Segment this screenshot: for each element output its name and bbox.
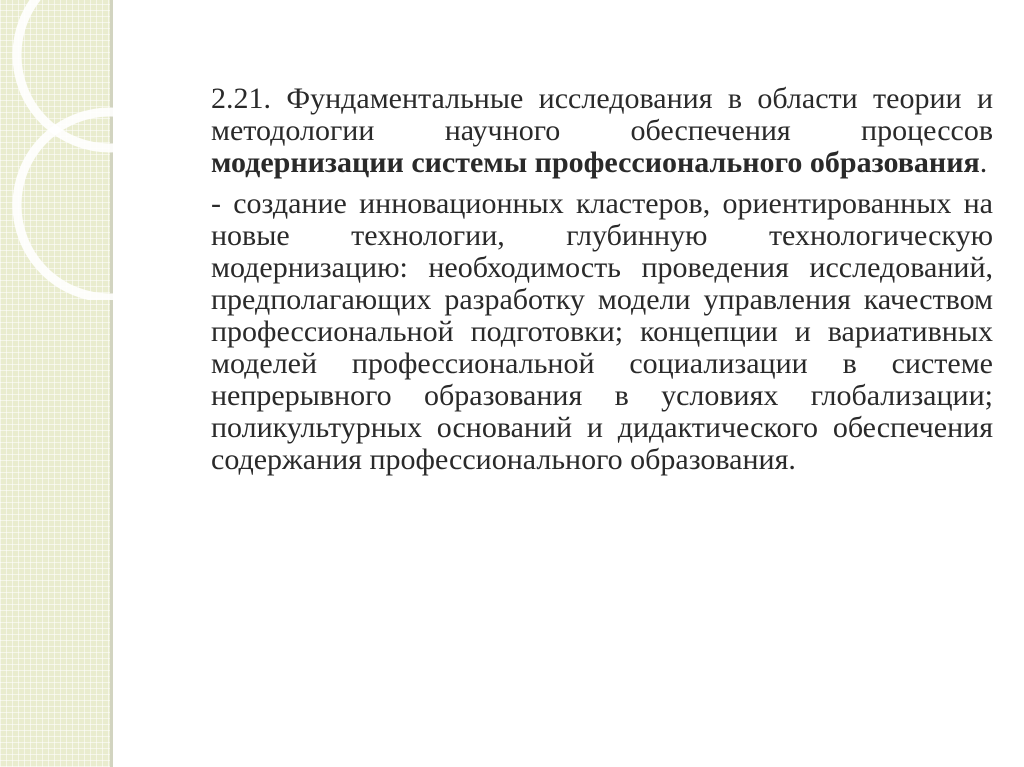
upper-ring [17, 0, 203, 148]
body-paragraph: - создание инновационных кластеров, ориентированных на новые технологии, глубинную технологическую модернизацию: необходимость проведения исследований, предполагающих разработку модели управления качеством профессиональной подготовки; концепции и вариативных моделей профессиональной социализации в системе непрерывного образования в условиях глобализации; поликультурных оснований и дидактического обеспечения содержания профессионального образования. [211, 187, 993, 476]
heading-suffix: . [979, 146, 988, 179]
lower-ring [17, 112, 203, 298]
slide-content [211, 83, 993, 485]
heading-bold: модернизации системы профессионального образования [211, 146, 980, 179]
heading-prefix: 2.21. Фундаментальные исследования в области теории и методологии научного обеспечения процессов [211, 82, 993, 147]
decorative-rings-icon [0, 0, 220, 300]
heading-paragraph [211, 83, 993, 179]
